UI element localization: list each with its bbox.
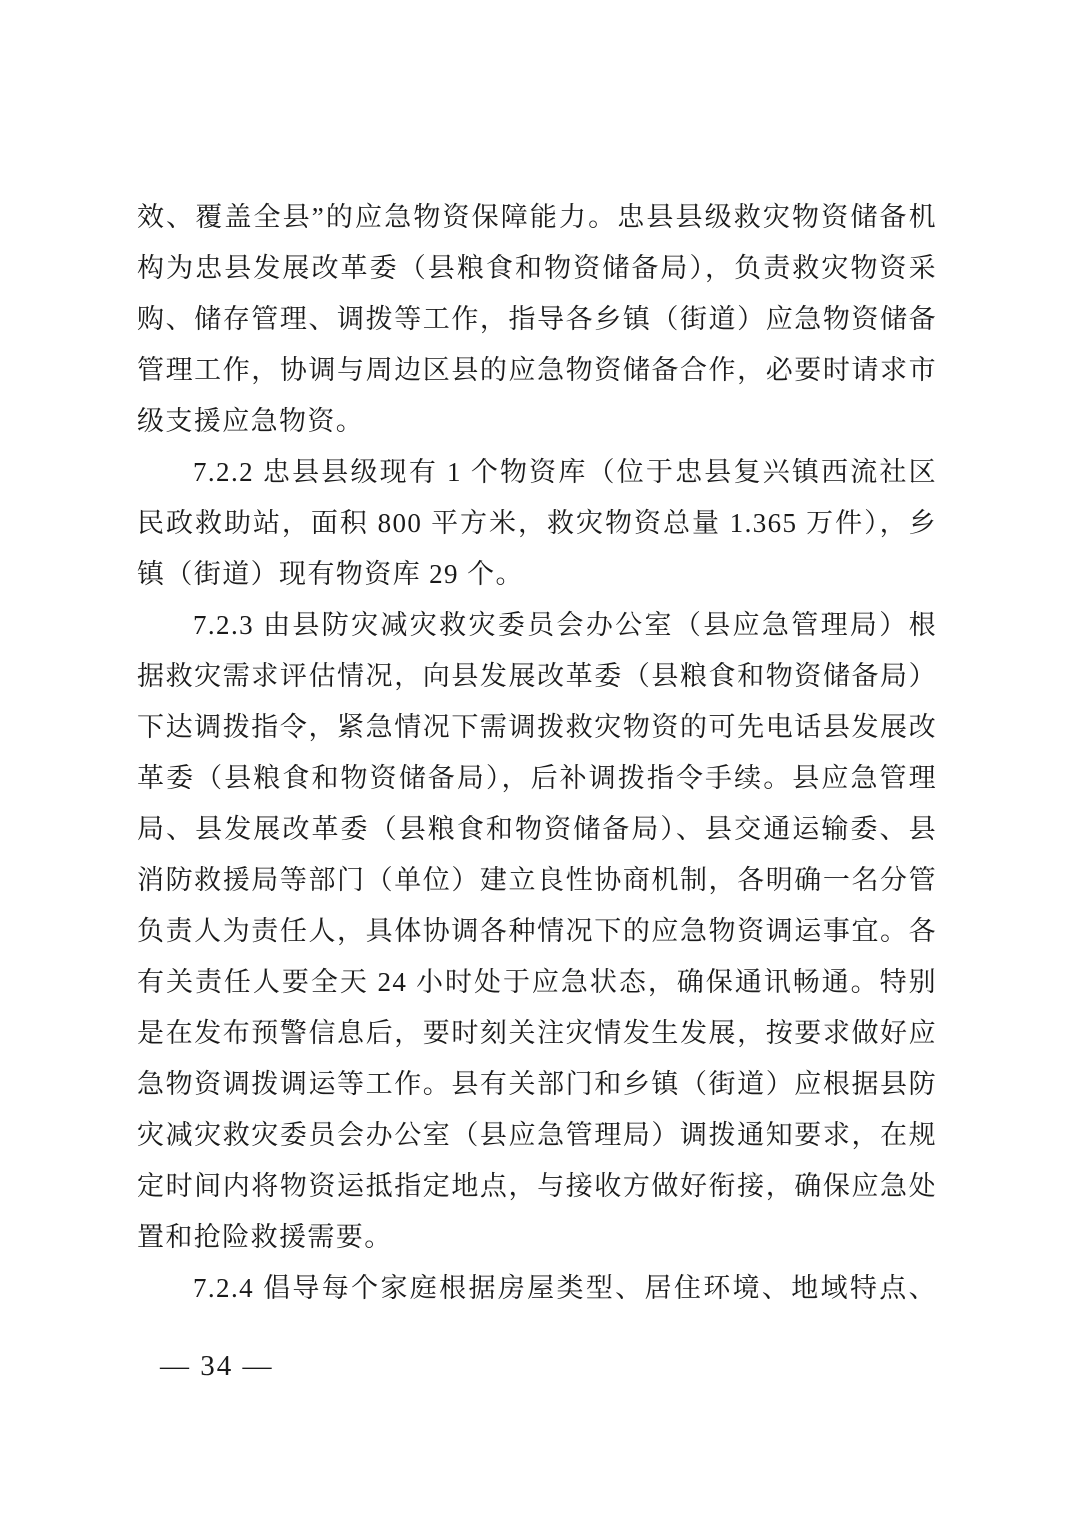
- section-7-2-3-line: 7.2.3 由县防灾减灾救灾委员会办公室（县应急管理局）根: [193, 610, 937, 640]
- text-line: 镇（街道）现有物资库 29 个。: [137, 559, 524, 589]
- text-line: 下达调拨指令，紧急情况下需调拨救灾物资的可先电话县发展改: [137, 712, 937, 742]
- text-line: 级支援应急物资。: [137, 406, 365, 436]
- text-line: 民政救助站，面积 800 平方米，救灾物资总量 1.365 万件），乡: [137, 508, 937, 538]
- text-line: 效、覆盖全县”的应急物资保障能力。忠县县级救灾物资储备机: [137, 202, 937, 232]
- text-line: 置和抢险救援需要。: [137, 1222, 393, 1252]
- text-line: 购、储存管理、调拨等工作，指导各乡镇（街道）应急物资储备: [137, 304, 937, 334]
- text-line: 定时间内将物资运抵指定地点，与接收方做好衔接，确保应急处: [137, 1171, 937, 1201]
- text-line: 有关责任人要全天 24 小时处于应急状态，确保通讯畅通。特别: [137, 967, 937, 997]
- document-body-text: [137, 192, 937, 1314]
- text-line: 是在发布预警信息后，要时刻关注灾情发生发展，按要求做好应: [137, 1018, 937, 1048]
- text-line: 据救灾需求评估情况，向县发展改革委（县粮食和物资储备局）: [137, 661, 937, 691]
- section-7-2-2-line: 7.2.2 忠县县级现有 1 个物资库（位于忠县复兴镇西流社区: [193, 457, 937, 487]
- text-line: 革委（县粮食和物资储备局），后补调拨指令手续。县应急管理: [137, 763, 937, 793]
- text-line: 局、县发展改革委（县粮食和物资储备局）、县交通运输委、县: [137, 814, 937, 844]
- text-line: 管理工作，协调与周边区县的应急物资储备合作，必要时请求市: [137, 355, 937, 385]
- text-line: 急物资调拨调运等工作。县有关部门和乡镇（街道）应根据县防: [137, 1069, 937, 1099]
- text-line: 负责人为责任人，具体协调各种情况下的应急物资调运事宜。各: [137, 916, 937, 946]
- page-number: — 34 —: [160, 1350, 274, 1382]
- text-line: 构为忠县发展改革委（县粮食和物资储备局），负责救灾物资采: [137, 253, 937, 283]
- section-7-2-4-line: 7.2.4 倡导每个家庭根据房屋类型、居住环境、地域特点、: [193, 1273, 937, 1303]
- text-line: 灾减灾救灾委员会办公室（县应急管理局）调拨通知要求，在规: [137, 1120, 937, 1150]
- text-line: 消防救援局等部门（单位）建立良性协商机制，各明确一名分管: [137, 865, 937, 895]
